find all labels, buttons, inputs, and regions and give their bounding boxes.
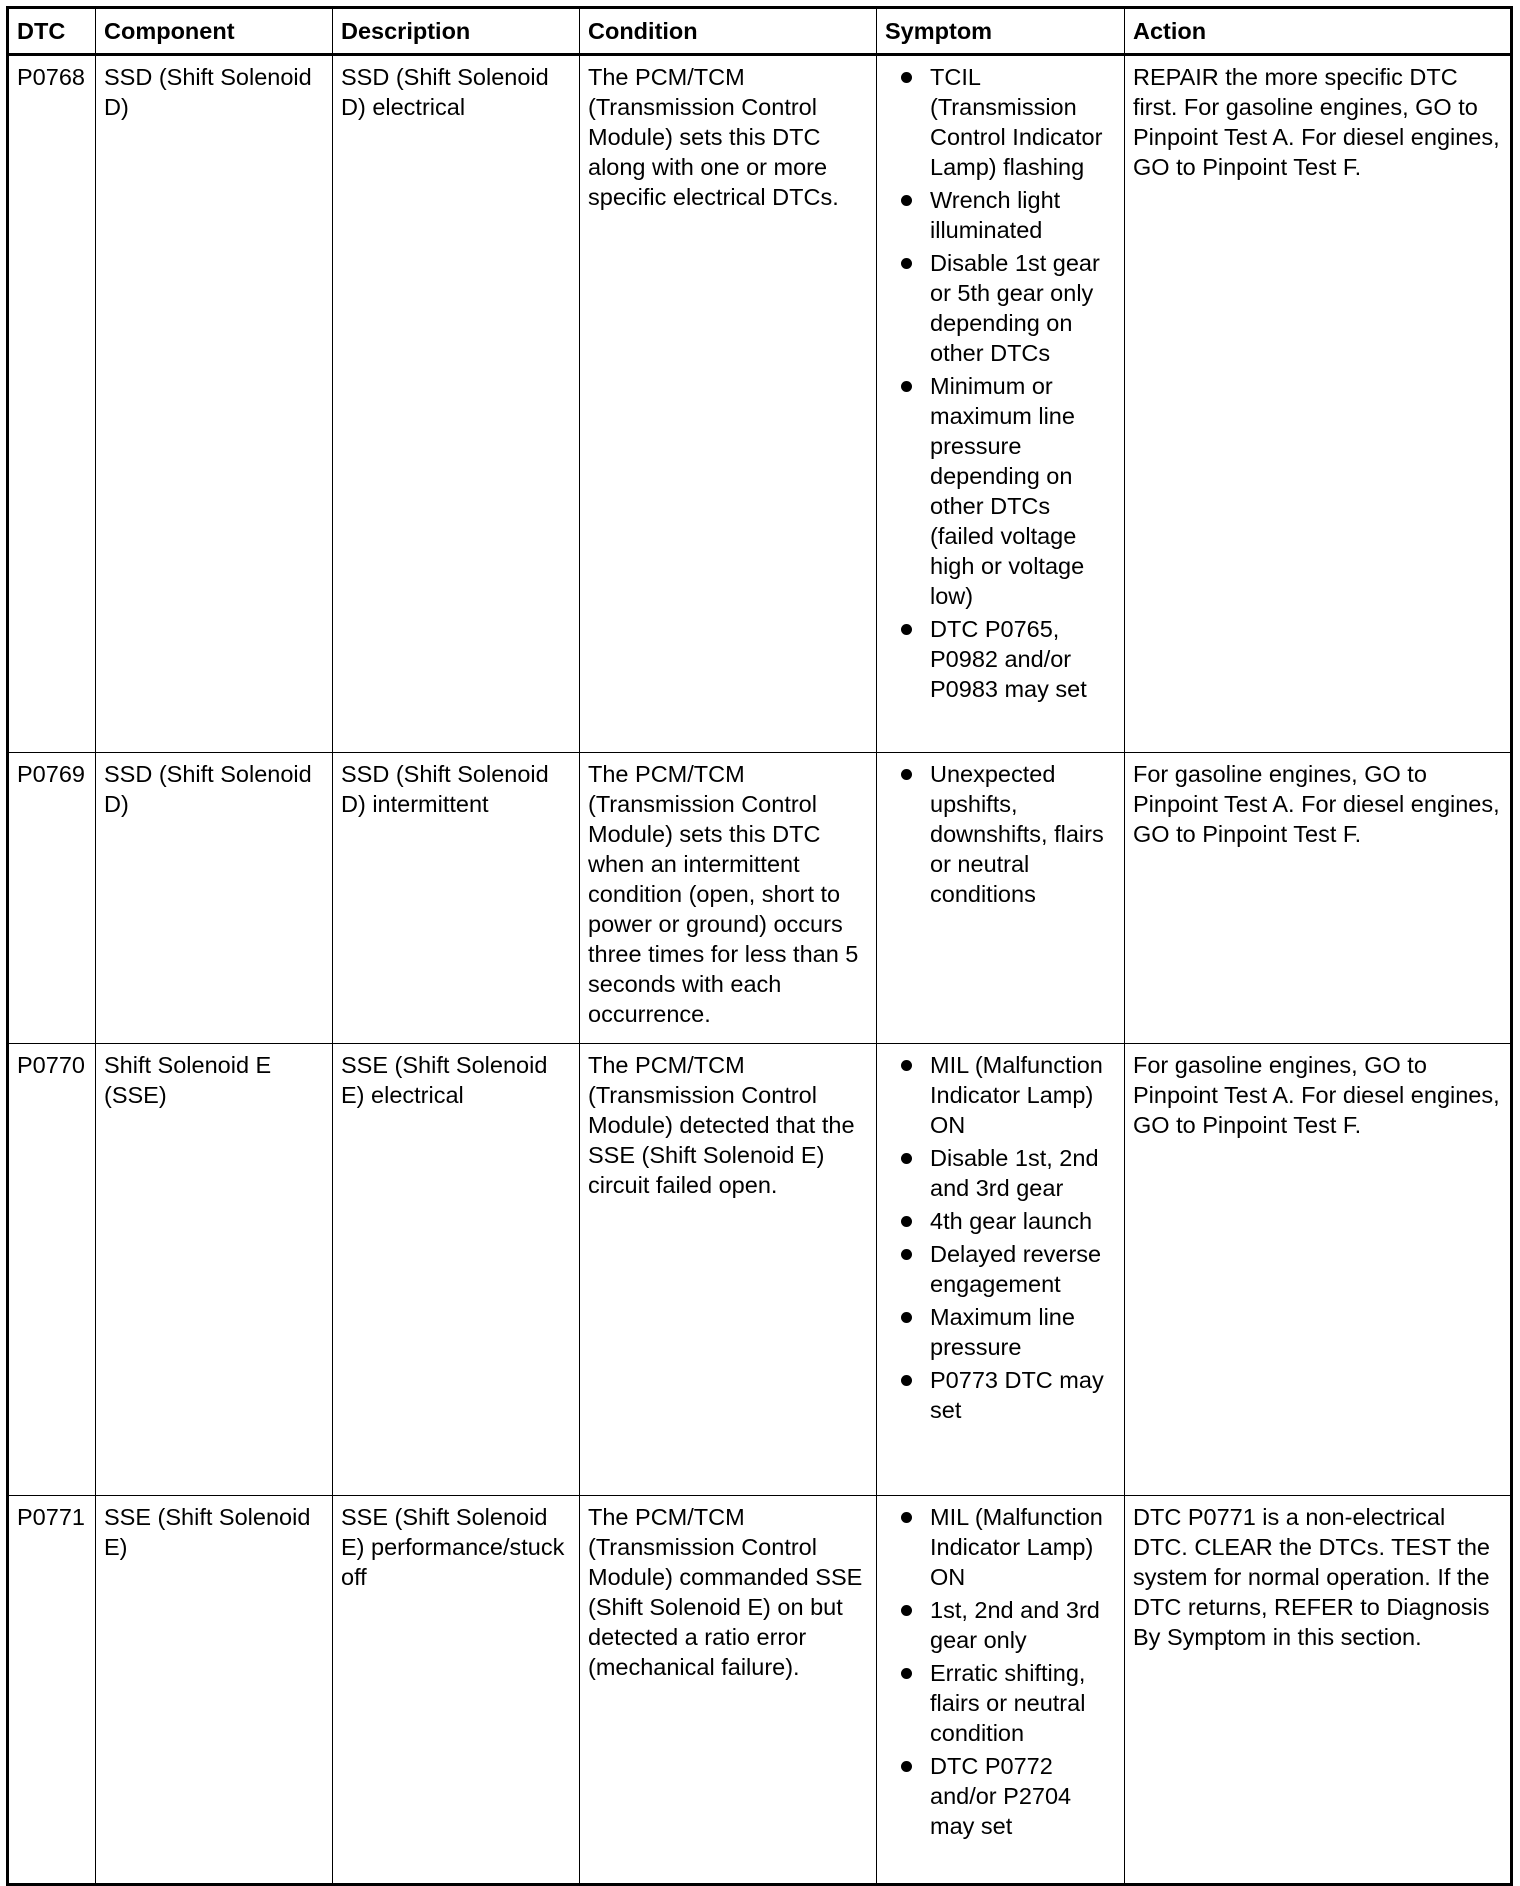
dtc-table [6, 6, 1513, 1886]
symptom-text: 1st, 2nd and 3rd gear only [930, 1597, 1100, 1653]
symptom-text: MIL (Malfunction Indicator Lamp) ON [930, 1052, 1103, 1138]
cell-condition: The PCM/TCM (Transmission Control Module) detected that the SSE (Shift Solenoid E) circuit failed open. [580, 1044, 877, 1496]
bullet-icon [901, 1512, 912, 1523]
bullet-icon [901, 1312, 912, 1323]
cell-symptom [877, 55, 1125, 753]
header-description: Description [333, 8, 580, 55]
cell-dtc: P0771 [8, 1496, 96, 1885]
cell-action: For gasoline engines, GO to Pinpoint Test A. For diesel engines, GO to Pinpoint Test F. [1125, 1044, 1512, 1496]
symptom-item [885, 1365, 1116, 1425]
bullet-icon [901, 1761, 912, 1772]
symptom-item [885, 62, 1116, 182]
table-row [8, 1044, 1512, 1496]
table-row [8, 753, 1512, 1044]
symptom-item [885, 371, 1116, 611]
cell-action: DTC P0771 is a non-electrical DTC. CLEAR the DTCs. TEST the system for normal operation. If the DTC returns, REFER to Diagnosis By Symptom in this section. [1125, 1496, 1512, 1885]
cell-component: SSD (Shift Solenoid D) [96, 753, 333, 1044]
bullet-icon [901, 258, 912, 269]
bullet-icon [901, 195, 912, 206]
cell-description: SSD (Shift Solenoid D) electrical [333, 55, 580, 753]
symptom-item [885, 1143, 1116, 1203]
cell-condition: The PCM/TCM (Transmission Control Module) sets this DTC when an intermittent condition (open, short to power or ground) occurs three times for less than 5 seconds with each occurrence. [580, 753, 877, 1044]
cell-dtc: P0769 [8, 753, 96, 1044]
cell-condition: The PCM/TCM (Transmission Control Module) commanded SSE (Shift Solenoid E) on but detected a ratio error (mechanical failure). [580, 1496, 877, 1885]
bullet-icon [901, 1605, 912, 1616]
bullet-icon [901, 624, 912, 635]
symptom-item [885, 1302, 1116, 1362]
symptom-list [885, 1050, 1116, 1425]
symptom-text: DTC P0772 and/or P2704 may set [930, 1753, 1072, 1839]
bullet-icon [901, 1249, 912, 1260]
cell-component: SSD (Shift Solenoid D) [96, 55, 333, 753]
cell-symptom [877, 753, 1125, 1044]
cell-symptom [877, 1044, 1125, 1496]
symptom-text: Wrench light illuminated [930, 187, 1061, 243]
header-condition: Condition [580, 8, 877, 55]
symptom-item [885, 1206, 1116, 1236]
symptom-item [885, 248, 1116, 368]
symptom-item [885, 185, 1116, 245]
symptom-text: Delayed reverse engagement [930, 1241, 1102, 1297]
bullet-icon [901, 1153, 912, 1164]
cell-condition: The PCM/TCM (Transmission Control Module) sets this DTC along with one or more specific electrical DTCs. [580, 55, 877, 753]
bullet-icon [901, 1375, 912, 1386]
symptom-text: Disable 1st, 2nd and 3rd gear [930, 1145, 1099, 1201]
cell-action: For gasoline engines, GO to Pinpoint Test A. For diesel engines, GO to Pinpoint Test F. [1125, 753, 1512, 1044]
symptom-item [885, 614, 1116, 704]
cell-symptom [877, 1496, 1125, 1885]
symptom-item [885, 1050, 1116, 1140]
symptom-item [885, 759, 1116, 909]
bullet-icon [901, 769, 912, 780]
cell-action: REPAIR the more specific DTC first. For gasoline engines, GO to Pinpoint Test A. For diesel engines, GO to Pinpoint Test F. [1125, 55, 1512, 753]
bullet-icon [901, 1668, 912, 1679]
symptom-list [885, 759, 1116, 909]
cell-component: SSE (Shift Solenoid E) [96, 1496, 333, 1885]
symptom-text: Disable 1st gear or 5th gear only depending on other DTCs [930, 250, 1100, 366]
symptom-list [885, 1502, 1116, 1841]
header-row [8, 8, 1512, 55]
symptom-list [885, 62, 1116, 704]
symptom-text: MIL (Malfunction Indicator Lamp) ON [930, 1504, 1103, 1590]
symptom-item [885, 1595, 1116, 1655]
bullet-icon [901, 72, 912, 83]
cell-description: SSE (Shift Solenoid E) performance/stuck off [333, 1496, 580, 1885]
symptom-text: TCIL (Transmission Control Indicator Lamp) flashing [930, 64, 1103, 180]
cell-description: SSE (Shift Solenoid E) electrical [333, 1044, 580, 1496]
symptom-item [885, 1239, 1116, 1299]
symptom-text: Maximum line pressure [930, 1304, 1075, 1360]
symptom-item [885, 1658, 1116, 1748]
cell-description: SSD (Shift Solenoid D) intermittent [333, 753, 580, 1044]
cell-component: Shift Solenoid E (SSE) [96, 1044, 333, 1496]
symptom-text: Minimum or maximum line pressure depending on other DTCs (failed voltage high or voltage low) [930, 373, 1085, 609]
symptom-text: P0773 DTC may set [930, 1367, 1104, 1423]
bullet-icon [901, 381, 912, 392]
symptom-text: Unexpected upshifts, downshifts, flairs or neutral conditions [930, 761, 1104, 907]
cell-dtc: P0768 [8, 55, 96, 753]
symptom-item [885, 1751, 1116, 1841]
table-row [8, 55, 1512, 753]
symptom-text: Erratic shifting, flairs or neutral condition [930, 1660, 1086, 1746]
symptom-item [885, 1502, 1116, 1592]
symptom-text: DTC P0765, P0982 and/or P0983 may set [930, 616, 1087, 702]
bullet-icon [901, 1060, 912, 1071]
header-action: Action [1125, 8, 1512, 55]
bullet-icon [901, 1216, 912, 1227]
cell-dtc: P0770 [8, 1044, 96, 1496]
header-component: Component [96, 8, 333, 55]
table-row [8, 1496, 1512, 1885]
symptom-text: 4th gear launch [930, 1208, 1093, 1234]
header-symptom: Symptom [877, 8, 1125, 55]
header-dtc: DTC [8, 8, 96, 55]
